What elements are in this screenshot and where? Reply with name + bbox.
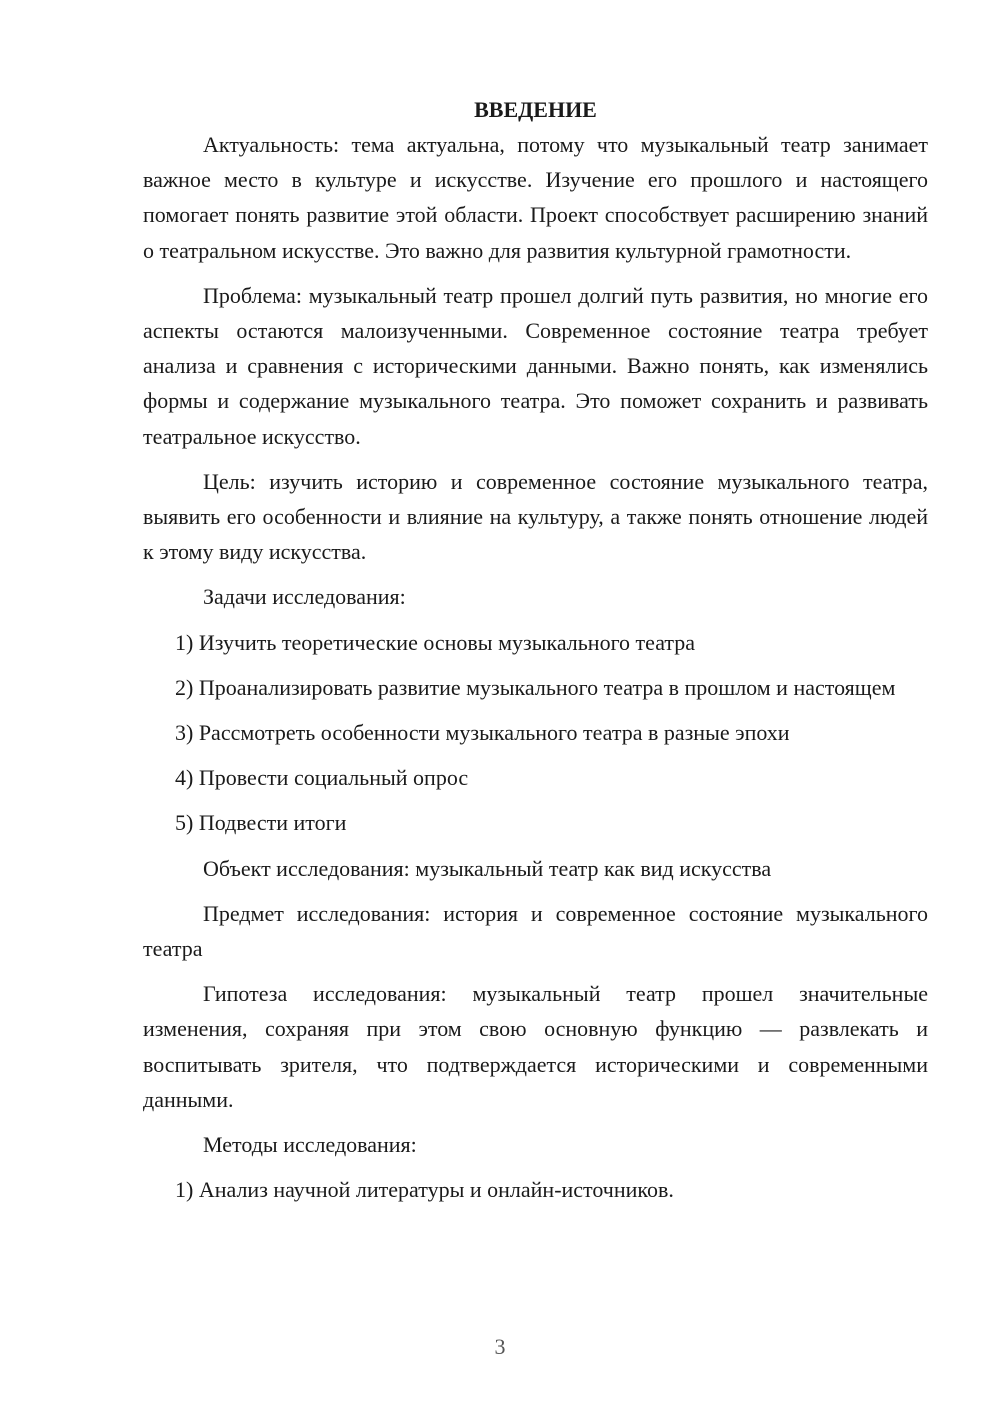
paragraph-goal: Цель: изучить историю и современное состояние музыкального театра, выявить его особенности и влияние на культуру, а также понять отношение людей к этому виду искусства. [143, 468, 928, 565]
document-page [143, 92, 928, 1217]
list-item-task-3: 3) Рассмотреть особенности музыкального театра в разные эпохи [175, 720, 790, 746]
paragraph-object: Объект исследования: музыкальный театр как вид искусства [203, 855, 772, 881]
paragraph-problem: Проблема: музыкальный театр прошел долгий путь развития, но многие его аспекты остаются малоизученными. Современное состояние театра требует анализа и сравнения с историческими данными. Важно понять, как изменялись формы и содержание музыкального театра. Это поможет сохранить и развивать театральное искусство. [143, 282, 928, 449]
list-item-task-2: 2) Проанализировать развитие музыкального театра в прошлом и настоящем [175, 674, 896, 700]
paragraph-methods-heading: Методы исследования: [203, 1132, 417, 1158]
list-item-task-5: 5) Подвести итоги [175, 810, 347, 836]
page-title: ВВЕДЕНИЕ [474, 97, 597, 122]
paragraph-tasks-heading: Задачи исследования: [203, 584, 406, 610]
paragraph-subject: Предмет исследования: история и современное состояние музыкального театра [143, 900, 928, 962]
paragraph-hypothesis: Гипотеза исследования: музыкальный театр прошел значительные изменения, сохраняя при этом свою основную функцию — развлекать и воспитывать зрителя, что подтверждается историческими и современными данными. [143, 981, 928, 1112]
list-item-task-4: 4) Провести социальный опрос [175, 765, 469, 791]
page-number: 3 [494, 1334, 506, 1359]
list-item-method-1: 1) Анализ научной литературы и онлайн-источников. [175, 1177, 674, 1203]
paragraph-relevance: Актуальность: тема актуальна, потому что музыкальный театр занимает важное место в культуре и искусстве. Изучение его прошлого и настоящего помогает понять развитие этой области. Проект способствует расширению знаний о театральном искусстве. Это важно для развития культурной грамотности. [143, 132, 928, 263]
list-item-task-1: 1) Изучить теоретические основы музыкального театра [175, 629, 696, 655]
